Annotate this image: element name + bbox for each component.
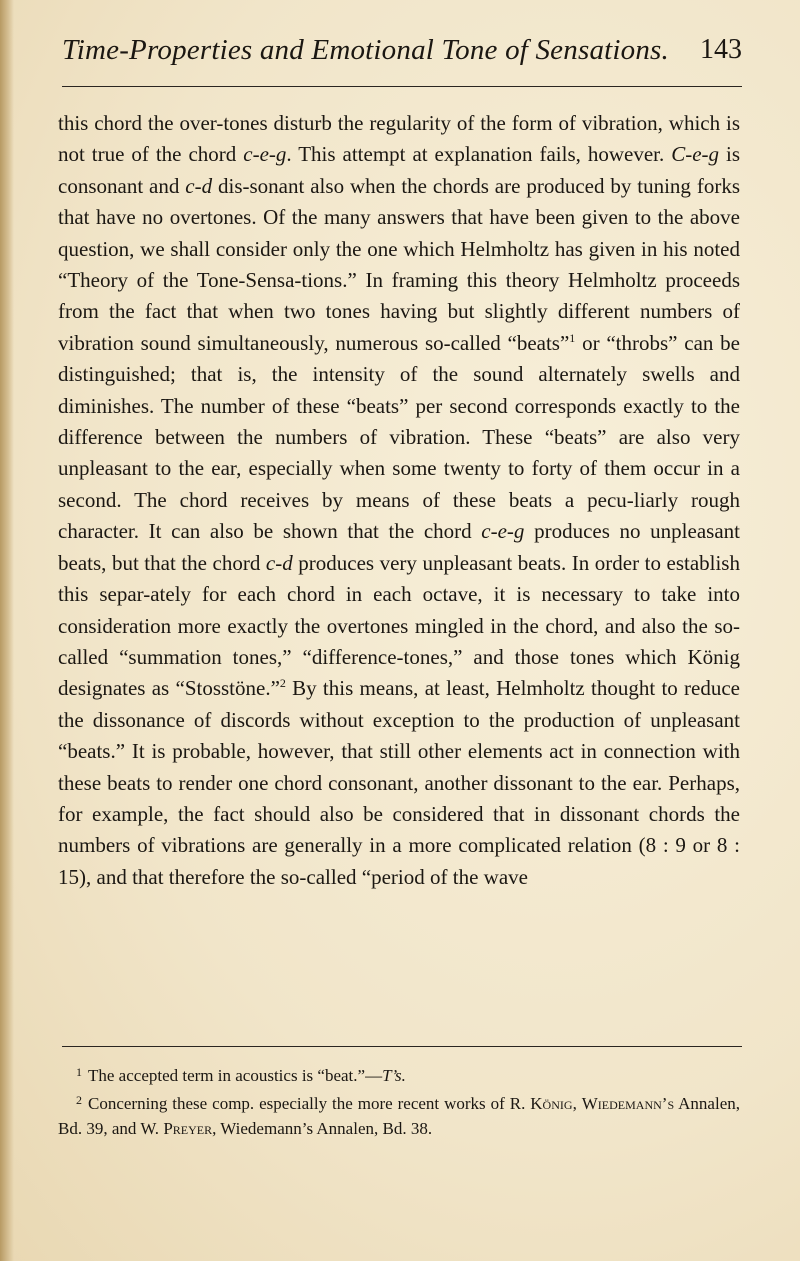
footnotes	[58, 1060, 740, 1141]
footnote-number: 1	[76, 1065, 82, 1079]
text-run: By this means, at least, Helmholtz thought to reduce the dissonance of discords without exception to the production of unpleasant “beats.” It is probable, however, that still other elements act in connection with these beats to render one chord consonant, another dissonant to the ear. Perhaps, for example, the fact should also be considered that in dissonant chords the numbers of vibrations are generally in a more complicated relation (8 : 9 or 8 : 15), and that therefore the so-called “period of the wave	[58, 676, 740, 889]
text-run: dis-sonant also when the chords are produced by tuning forks that have no overtones. Of the many answers that have been given to the above question, we shall consider only the one which Helmholtz has given in his noted “Theory of the Tone-Sensa-tions.” In framing this theory Helmholtz proceeds from the fact that when two tones having but slightly different numbers of vibration sound simultaneously, numerous so-called “beats”	[58, 173, 740, 355]
text-run: is consonant and	[58, 142, 740, 198]
journal-name: Wiedemann’s	[581, 1094, 675, 1113]
body-text	[58, 108, 740, 893]
footnote-2	[58, 1088, 740, 1141]
footnote-text: , Wiedemann’s Annalen, Bd. 38.	[212, 1119, 433, 1138]
body-paragraph	[58, 108, 740, 893]
chord-notation: c-d	[265, 550, 293, 575]
footnote-text-italic: T’s.	[382, 1066, 406, 1085]
page-number: 143	[700, 34, 742, 65]
page-edge-shadow	[0, 0, 14, 1261]
text-run: or “throbs” can be distinguished; that is, the intensity of the sound alternately swells and diminishes. The number of these “beats” per second corresponds exactly to the difference between the numbers of vibration. These “beats” are also very unpleasant to the ear, especially when some twenty to forty of them occur in a second. The chord receives by means of these beats a pecu-liarly rough character. It can also be shown that the chord	[58, 330, 740, 544]
footnote-ref-1: 1	[569, 330, 576, 345]
chord-notation: c-e-g	[481, 519, 525, 544]
header-rule	[62, 86, 742, 87]
author-name: Preyer	[163, 1119, 213, 1138]
footnote-ref-2: 2	[279, 676, 286, 691]
chord-notation: c-d	[185, 173, 213, 198]
text-run: this chord the over-tones disturb the regularity of the form of vibration, which is not true of the chord	[58, 111, 740, 167]
footnote-rule	[62, 1046, 742, 1047]
footnote-text: ,	[572, 1094, 582, 1113]
footnote-number: 2	[76, 1093, 82, 1107]
footnote-text: Annalen, Bd. 39, and W.	[58, 1094, 740, 1138]
footnote-text: The accepted term in acoustics is “beat.”—	[88, 1066, 383, 1085]
chord-notation: c-e-g	[243, 142, 287, 167]
text-run: produces very unpleasant beats. In order to establish this separ-ately for each chord in each octave, it is necessary to take into consideration more exactly the overtones mingled in the chord, and also the so-called “summation tones,” “difference-tones,” and those tones which König designates as “Stosstöne.”	[58, 550, 740, 701]
page-header	[62, 34, 742, 74]
footnote-1	[58, 1060, 740, 1088]
text-run: . This attempt at explanation fails, however.	[286, 142, 672, 167]
text-run: produces no unpleasant beats, but that the chord	[58, 519, 740, 575]
author-name: König	[530, 1094, 573, 1113]
chord-notation: C-e-g	[671, 142, 720, 167]
running-title: Time-Properties and Emotional Tone of Sensations.	[62, 34, 669, 66]
footnote-text: Concerning these comp. especially the more recent works of R.	[88, 1094, 531, 1113]
